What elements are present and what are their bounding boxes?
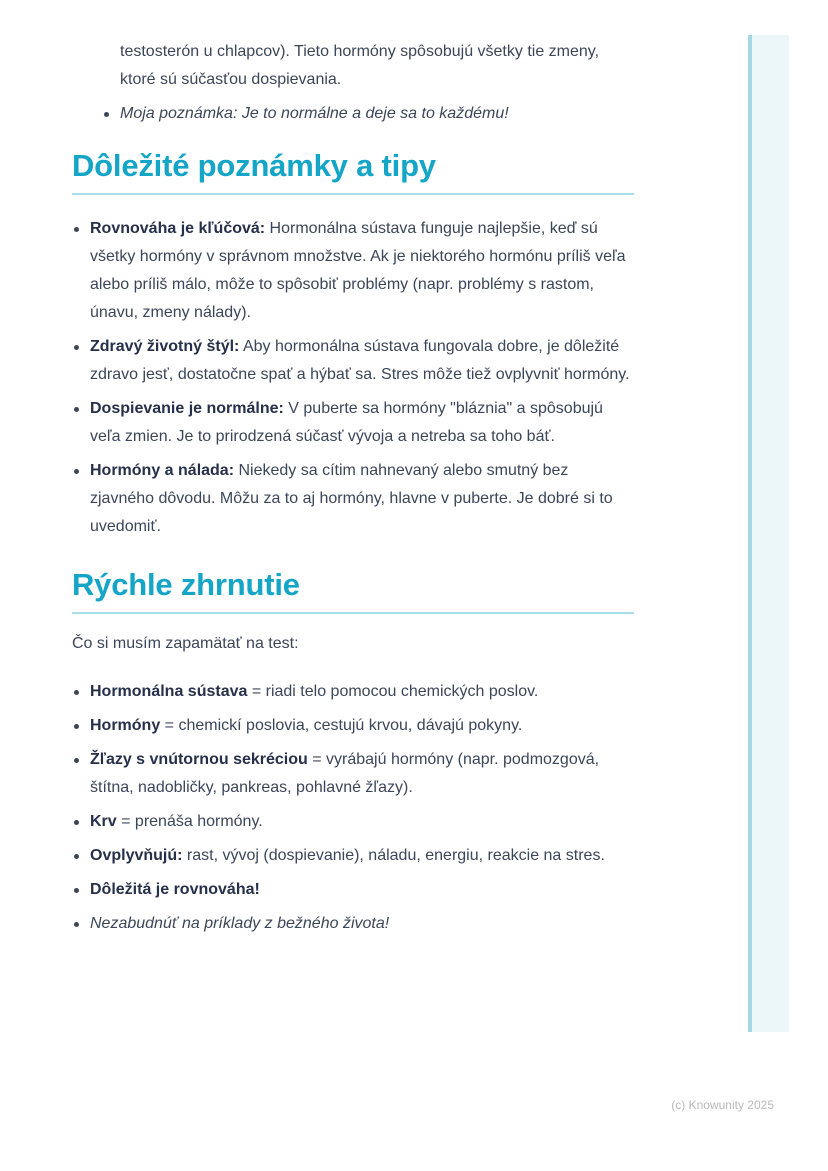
list-item <box>72 395 634 451</box>
bullet-icon <box>74 469 79 474</box>
bullet-icon <box>74 345 79 350</box>
bullet-icon <box>104 112 109 117</box>
page-content <box>72 38 634 944</box>
list-item-term: Hormóny a nálada: <box>90 462 235 479</box>
bullet-icon <box>74 227 79 232</box>
bullet-icon <box>74 407 79 412</box>
bullet-icon <box>74 690 79 695</box>
list-item-text: V puberte sa hormóny "bláznia" a spôsobujú veľa zmien. Je to prirodzená súčasť vývoja a netreba sa toho báť. <box>90 400 603 445</box>
notes-tips-list <box>72 215 634 541</box>
bullet-icon <box>74 724 79 729</box>
list-item <box>72 876 634 904</box>
list-item <box>72 808 634 836</box>
summary-lead-paragraph: Čo si musím zapamätať na test: <box>72 635 299 652</box>
list-item <box>72 746 634 802</box>
list-item-text: Niekedy sa cítim nahnevaný alebo smutný bez zjavného dôvodu. Môžu za to aj hormóny, hlavne v puberte. Je dobré si to uvedomiť. <box>90 462 613 535</box>
list-item <box>72 215 634 327</box>
list-item-text: rast, vývoj (dospievanie), náladu, energiu, reakcie na stres. <box>182 847 605 864</box>
list-item-term: Hormóny <box>90 717 161 734</box>
list-item <box>72 842 634 870</box>
list-item-text: Nezabudnúť na príklady z bežného života! <box>90 915 390 932</box>
bullet-icon <box>74 922 79 927</box>
list-item-term: Rovnováha je kľúčová: <box>90 220 266 237</box>
list-item-text: = riadi telo pomocou chemických poslov. <box>247 683 539 700</box>
list-item-text: = chemickí poslovia, cestujú krvou, dávajú pokyny. <box>160 717 523 734</box>
list-item <box>72 678 634 706</box>
list-item-term: Ovplyvňujú: <box>90 847 183 864</box>
section-title-notes-tips: Dôležité poznámky a tipy <box>72 148 634 195</box>
bullet-icon <box>74 758 79 763</box>
list-item <box>102 100 634 128</box>
bullet-icon <box>74 888 79 893</box>
bullet-icon <box>74 854 79 859</box>
list-item <box>72 910 634 938</box>
page-edge-decoration <box>748 35 789 1032</box>
intro-note-list <box>102 100 634 128</box>
list-item <box>72 457 634 541</box>
list-item-text: Moja poznámka: Je to normálne a deje sa to každému! <box>120 105 509 122</box>
list-item-term: Dospievanie je normálne: <box>90 400 284 417</box>
list-item-text: Aby hormonálna sústava fungovala dobre, je dôležité zdravo jesť, dostatočne spať a hýbať sa. Stres môže tiež ovplyvniť hormóny. <box>90 338 630 383</box>
bullet-icon <box>74 820 79 825</box>
footer-credit: (c) Knowunity 2025 <box>671 1098 774 1112</box>
quick-summary-list <box>72 678 634 938</box>
list-item-term: Dôležitá je rovnováha! <box>90 881 260 898</box>
list-item-term: Krv <box>90 813 117 830</box>
list-item-term: Hormonálna sústava <box>90 683 248 700</box>
list-item <box>72 333 634 389</box>
list-item-text: = vyrábajú hormóny (napr. podmozgová, štítna, nadobličky, pankreas, pohlavné žľazy). <box>90 751 600 796</box>
list-item <box>72 712 634 740</box>
list-item-text: Hormonálna sústava funguje najlepšie, keď sú všetky hormóny v správnom množstve. Ak je niektorého hormónu príliš veľa alebo príliš málo, môže to spôsobiť problémy (napr. problémy s rastom, únavu, zmeny nálady). <box>90 220 626 321</box>
list-item-term: Zdravý životný štýl: <box>90 338 240 355</box>
intro-continuation-paragraph: testosterón u chlapcov). Tieto hormóny spôsobujú všetky tie zmeny, ktoré sú súčasťou dospievania. <box>120 43 600 88</box>
section-title-quick-summary: Rýchle zhrnutie <box>72 567 634 614</box>
list-item-term: Žľazy s vnútornou sekréciou <box>90 751 308 768</box>
list-item-text: = prenáša hormóny. <box>116 813 263 830</box>
